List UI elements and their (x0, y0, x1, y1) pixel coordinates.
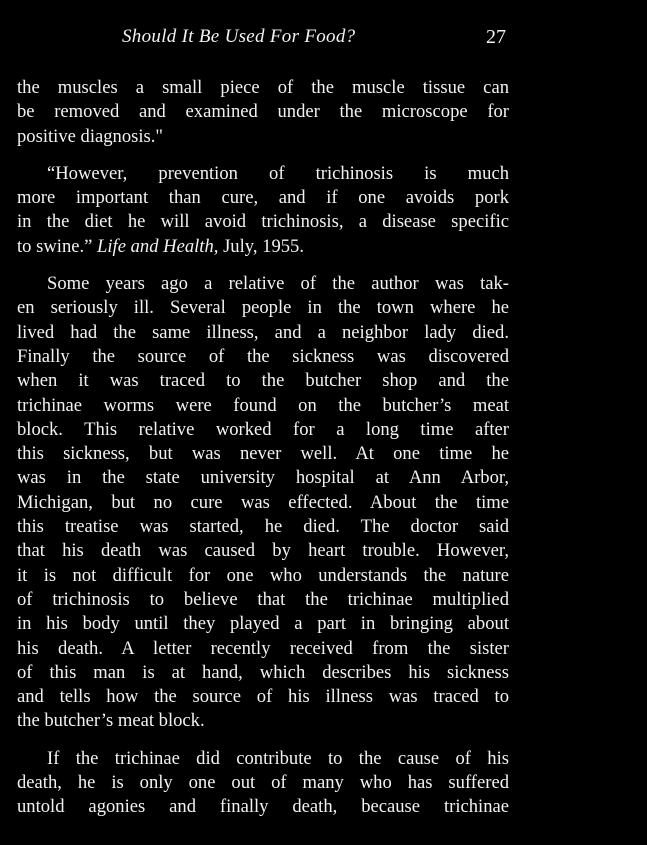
text-line: this sickness, but was never well. At one time he (17, 443, 509, 465)
text-line: in his body until they played a part in bringing about (17, 613, 509, 635)
text-line: when it was traced to the butcher shop and the (17, 370, 509, 392)
text-line: that his death was caused by heart trouble. However, (17, 540, 509, 562)
paragraph-relative-story (17, 272, 509, 734)
citation-line (17, 235, 509, 259)
text-line: it is not difficult for one who understands the nature (17, 564, 509, 586)
text-line: untold agonies and finally death, because trichinae (17, 796, 509, 818)
page-number: 27 (486, 26, 506, 48)
text-line: en seriously ill. Several people in the town where he (17, 297, 509, 319)
text-line: the muscles a small piece of the muscle tissue can (17, 77, 509, 98)
text-line: lived had the same illness, and a neighbor lady died. (17, 321, 509, 343)
text-line: of trichinosis to believe that the trichinae multiplied (17, 588, 509, 610)
text-line: in the diet he will avoid trichinosis, a disease specific (17, 211, 509, 233)
text-line: “However, prevention of trichinosis is much (47, 162, 509, 184)
paragraph-quotation (17, 162, 509, 259)
text-line: positive diagnosis." (17, 125, 164, 147)
running-head (0, 26, 647, 52)
text-line: his death. A letter recently received from the sister (17, 637, 509, 659)
text-line: If the trichinae did contribute to the cause of his (47, 747, 509, 769)
text-line: Some years ago a relative of the author was tak- (47, 273, 509, 295)
citation-date: July, 1955. (218, 235, 304, 257)
body-text (17, 76, 509, 820)
text-line: more important than cure, and if one avoids pork (17, 187, 509, 209)
text-line: the butcher’s meat block. (17, 710, 205, 732)
text-line: this treatise was started, he died. The doctor said (17, 516, 509, 538)
text-line: Michigan, but no cure was effected. About the time (17, 491, 509, 513)
text-line: was in the state university hospital at Ann Arbor, (17, 467, 509, 489)
running-title: Should It Be Used For Food? (122, 26, 356, 47)
text-line: trichinae worms were found on the butcher’s meat (17, 394, 509, 416)
quote-ending: to swine.” (17, 235, 98, 257)
paragraph-conclusion (17, 747, 509, 820)
text-line: death, he is only one out of many who has suffered (17, 772, 509, 794)
text-line: of this man is at hand, which describes his sickness (17, 661, 509, 683)
paragraph-continuation (17, 76, 509, 149)
text-line: block. This relative worked for a long time after (17, 418, 509, 440)
text-line: Finally the source of the sickness was discovered (17, 345, 509, 367)
text-line: be removed and examined under the microscope for (17, 101, 509, 123)
citation-source: Life and Health, (97, 235, 219, 257)
text-line: and tells how the source of his illness was traced to (17, 686, 509, 708)
